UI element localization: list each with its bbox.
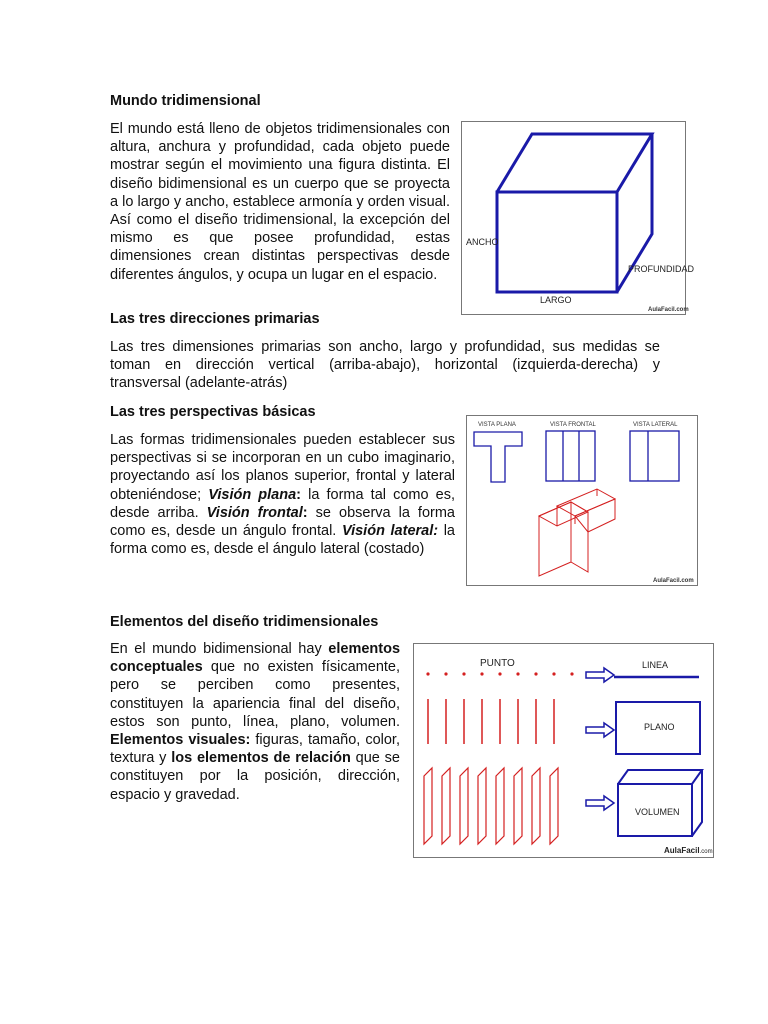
text-vision-plana: la forma tal como es, desde arriba. xyxy=(110,486,456,521)
arrow-icons xyxy=(586,668,614,810)
figure-three-views xyxy=(466,415,698,586)
elementos-bold-visuales: Elementos visuales: xyxy=(110,732,251,749)
credit-aulafacil: AulaFacil.com xyxy=(648,307,689,313)
heading-direcciones-primarias: Las tres direcciones primarias xyxy=(110,311,320,327)
label-vision-plana: Visión plana xyxy=(208,486,297,503)
elements-diagram xyxy=(414,644,713,857)
arrow-right-icon xyxy=(586,723,614,737)
volumen-shape xyxy=(618,770,702,836)
elementos-bold-relacion: los elementos de relación xyxy=(171,750,351,767)
label-vista-frontal: VISTA FRONTAL xyxy=(550,422,596,428)
cube-front-face xyxy=(497,192,617,292)
row-lineas xyxy=(428,699,554,744)
elementos-text-3: figuras, tamaño, color, textura y xyxy=(110,732,400,767)
label-plano: PLANO xyxy=(644,722,675,732)
isometric-t-shape xyxy=(539,489,615,576)
vista-lateral-shape xyxy=(630,431,679,481)
label-vision-lateral: Visión lateral: xyxy=(341,523,439,540)
label-profundidad: PROFUNDIDAD xyxy=(628,264,695,274)
label-ancho: ANCHO xyxy=(466,237,499,247)
label-volumen: VOLUMEN xyxy=(635,807,680,817)
row-planos xyxy=(424,768,558,844)
paragraph-mundo-tridimensional: El mundo está lleno de objetos tridimensionales con altura, anchura y profundidad, cada objeto puede mostrar según el movimiento una figura distinta. El diseño bidimensional es un cuerpo que se proyecta a lo largo y ancho, establece armonía y orden visual. Así como el diseño tridimensional, la excepción del mismo es que posee profundidad, estas dimensiones crean distintas perspectivas desde diferentes ángulos, y ocupa un lugar en el espacio. xyxy=(110,121,450,283)
cube-top-face xyxy=(497,134,652,192)
elementos-text-2: que no existen físicamente, pero se perciben como presentes, constituyen la apariencia final del diseño, estos son punto, línea, plano, volumen. xyxy=(110,659,401,730)
credit-aulafacil-elements: AulaFacil.com xyxy=(664,846,713,855)
elementos-bold-conceptuales: elementos conceptuales xyxy=(110,641,401,676)
label-linea: LINEA xyxy=(642,660,669,670)
label-largo: LARGO xyxy=(540,295,572,305)
label-vision-frontal: Visión frontal xyxy=(206,504,303,521)
figure-cube-dimensions xyxy=(461,121,695,315)
heading-elementos-diseno: Elementos del diseño tridimensionales xyxy=(110,614,379,630)
elementos-text-4: que se constituyen por la posición, dirección, espacio y gravedad. xyxy=(110,750,400,803)
figure-conceptual-elements xyxy=(413,643,714,858)
heading-mundo-tridimensional: Mundo tridimensional xyxy=(110,93,261,109)
paragraph-elementos-diseno xyxy=(110,640,400,804)
perspectivas-intro: Las formas tridimensionales pueden establecer sus perspectivas si se incorporan en un cubo imaginario, proyectando así los planos superior, frontal y lateral obteniéndose; xyxy=(110,432,455,503)
cube-diagram xyxy=(462,122,695,314)
credit-aulafacil-views: AulaFacil.com xyxy=(653,578,694,584)
vista-plana-shape xyxy=(474,432,522,482)
paragraph-direcciones-primarias: Las tres dimensiones primarias son ancho, largo y profundidad, sus medidas se toman en dirección vertical (arriba-abajo), horizontal (izquierda-derecha) y transversal (adelante-atrás) xyxy=(110,339,660,392)
arrow-right-icon xyxy=(586,796,614,810)
label-vista-lateral: VISTA LATERAL xyxy=(633,422,678,428)
paragraph-perspectivas-basicas: Las formas tridimensionales pueden establecer sus perspectivas si se incorporan en un cubo imaginario, proyectando así los planos superior, frontal y lateral obteniéndose; Visión plana: la forma tal como es, desde arriba. Visión frontal: se observa la forma como es, desde un ángulo frontal. Visión lateral: la forma como es, desde el ángulo lateral (costado) xyxy=(110,432,456,558)
row-puntos xyxy=(426,672,573,675)
text-vision-frontal: se observa la forma como es, desde un ángulo frontal. xyxy=(110,504,455,540)
text-vision-lateral: la forma como es, desde el ángulo lateral (costado) xyxy=(110,523,455,558)
arrow-right-icon xyxy=(586,668,614,682)
heading-perspectivas-basicas: Las tres perspectivas básicas xyxy=(110,404,316,420)
label-punto: PUNTO xyxy=(480,658,515,669)
elementos-text-1: En el mundo bidimensional hay xyxy=(110,641,322,657)
vista-frontal-shape xyxy=(546,431,595,481)
views-diagram xyxy=(467,416,697,585)
label-vista-plana: VISTA PLANA xyxy=(478,422,516,428)
